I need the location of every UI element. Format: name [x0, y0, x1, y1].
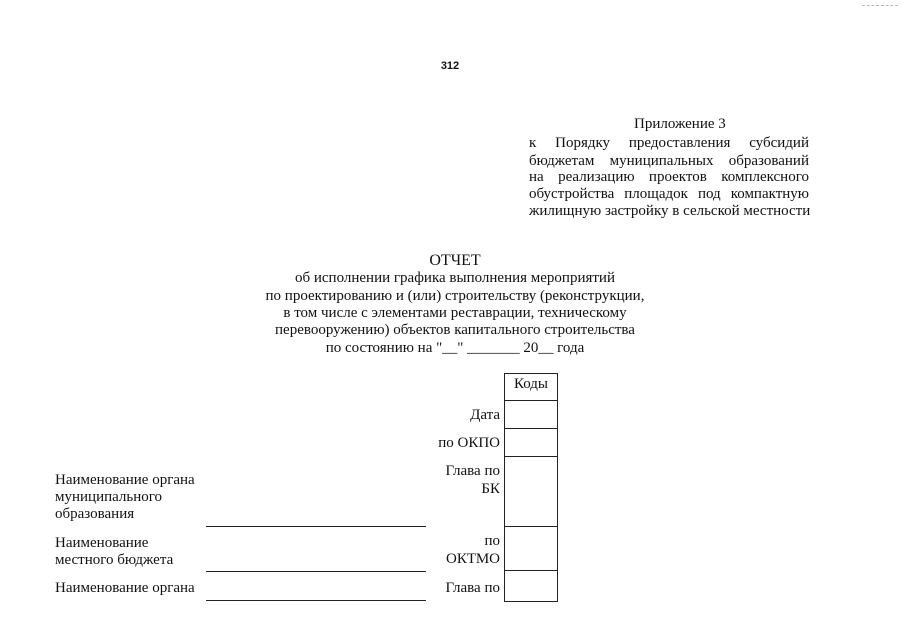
appendix-line: бюджетам муниципальных образований — [529, 153, 809, 169]
field-label-line: образования — [55, 506, 135, 522]
appendix-line: обустройства площадок под компактную — [529, 186, 809, 202]
label-oktmo-line1: по — [484, 533, 500, 549]
report-heading: ОТЧЕТ — [429, 252, 481, 269]
label-bk-line1: Глава по — [445, 463, 500, 479]
code-cell-bk[interactable] — [505, 457, 557, 527]
report-title-line: об исполнении графика выполнения мероприятий — [294, 270, 615, 286]
field-label-line: муниципального — [55, 489, 163, 505]
field-label-line: Наименование органа — [55, 580, 195, 596]
codes-header: Коды — [513, 376, 549, 392]
code-cell-chapter[interactable] — [505, 571, 557, 601]
report-title-line: по проектированию и (или) строительству (реконструкции, — [265, 288, 645, 304]
field-label-line: Наименование органа — [55, 472, 195, 488]
report-title-line: перевооружению) объектов капитального строительства — [275, 322, 635, 338]
municipal-body-fill-line[interactable] — [206, 526, 426, 527]
field-label-body — [55, 580, 195, 597]
field-label-municipal-body — [55, 472, 195, 523]
scan-corner-mark — [862, 5, 898, 10]
report-title-line: в том числе с элементами реставрации, техническому — [283, 305, 627, 321]
label-okpo: по ОКПО — [438, 435, 500, 451]
label-oktmo-line2: ОКТМО — [446, 551, 500, 567]
page-number: 312 — [440, 60, 460, 72]
field-label-line: Наименование — [55, 535, 149, 551]
report-date-line: по состоянию на "__" _______ 20__ года — [325, 340, 585, 356]
appendix-line: жилищную застройку в сельской местности — [529, 203, 811, 219]
code-cell-okpo[interactable] — [505, 429, 557, 457]
local-budget-fill-line[interactable] — [206, 571, 426, 572]
appendix-line: к Порядку предоставления субсидий — [529, 135, 809, 151]
label-date: Дата — [470, 407, 500, 423]
label-chapter: Глава по — [445, 580, 500, 596]
codes-table — [504, 373, 558, 602]
appendix-line: на реализацию проектов комплексного — [529, 169, 809, 185]
label-bk-line2: БК — [481, 481, 500, 497]
code-cell-oktmo[interactable] — [505, 527, 557, 571]
body-fill-line[interactable] — [206, 600, 426, 601]
appendix-title: Приложение 3 — [634, 116, 726, 132]
code-cell-date[interactable] — [505, 401, 557, 429]
field-label-line: местного бюджета — [55, 552, 174, 568]
field-label-local-budget — [55, 535, 173, 569]
